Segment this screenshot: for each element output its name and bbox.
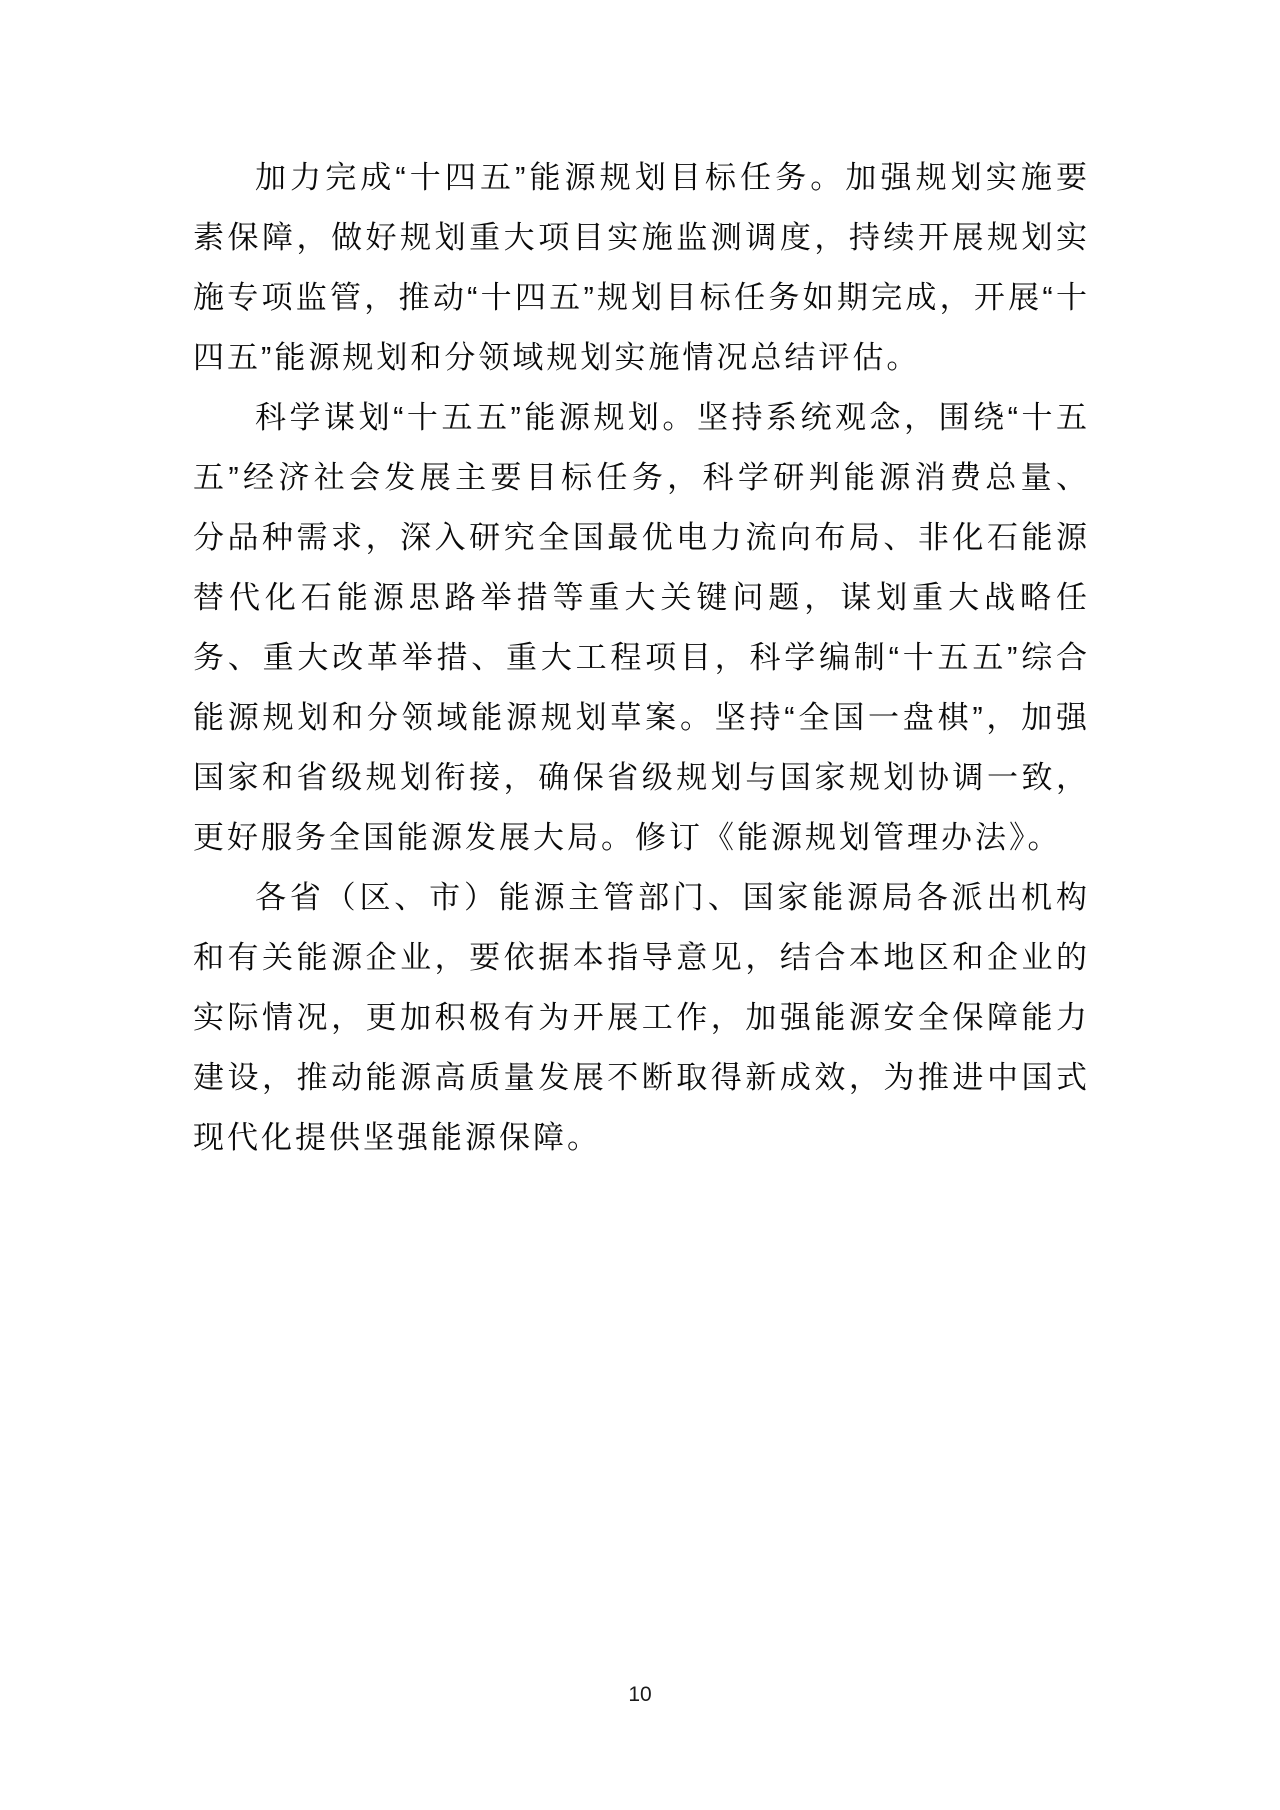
page-footer <box>0 1682 1280 1708</box>
paragraph-2: 科学谋划“十五五”能源规划。坚持系统观念，围绕“十五五”经济社会发展主要目标任务，科学研判能源消费总量、分品种需求，深入研究全国最优电力流向布局、非化石能源替代化石能源思路举措等重大关键问题，谋划重大战略任务、重大改革举措、重大工程项目，科学编制“十五五”综合能源规划和分领域能源规划草案。坚持“全国一盘棋”，加强国家和省级规划衔接，确保省级规划与国家规划协调一致，更好服务全国能源发展大局。修订《能源规划管理办法》。 <box>193 400 1090 855</box>
page-number: 10 <box>628 1683 652 1706</box>
document-body <box>193 148 1090 1168</box>
paragraph-1: 加力完成“十四五”能源规划目标任务。加强规划实施要素保障，做好规划重大项目实施监测调度，持续开展规划实施专项监管，推动“十四五”规划目标任务如期完成，开展“十四五”能源规划和分领域规划实施情况总结评估。 <box>193 160 1090 375</box>
paragraph-3: 各省（区、市）能源主管部门、国家能源局各派出机构和有关能源企业，要依据本指导意见，结合本地区和企业的实际情况，更加积极有为开展工作，加强能源安全保障能力建设，推动能源高质量发展不断取得新成效，为推进中国式现代化提供坚强能源保障。 <box>193 880 1090 1155</box>
